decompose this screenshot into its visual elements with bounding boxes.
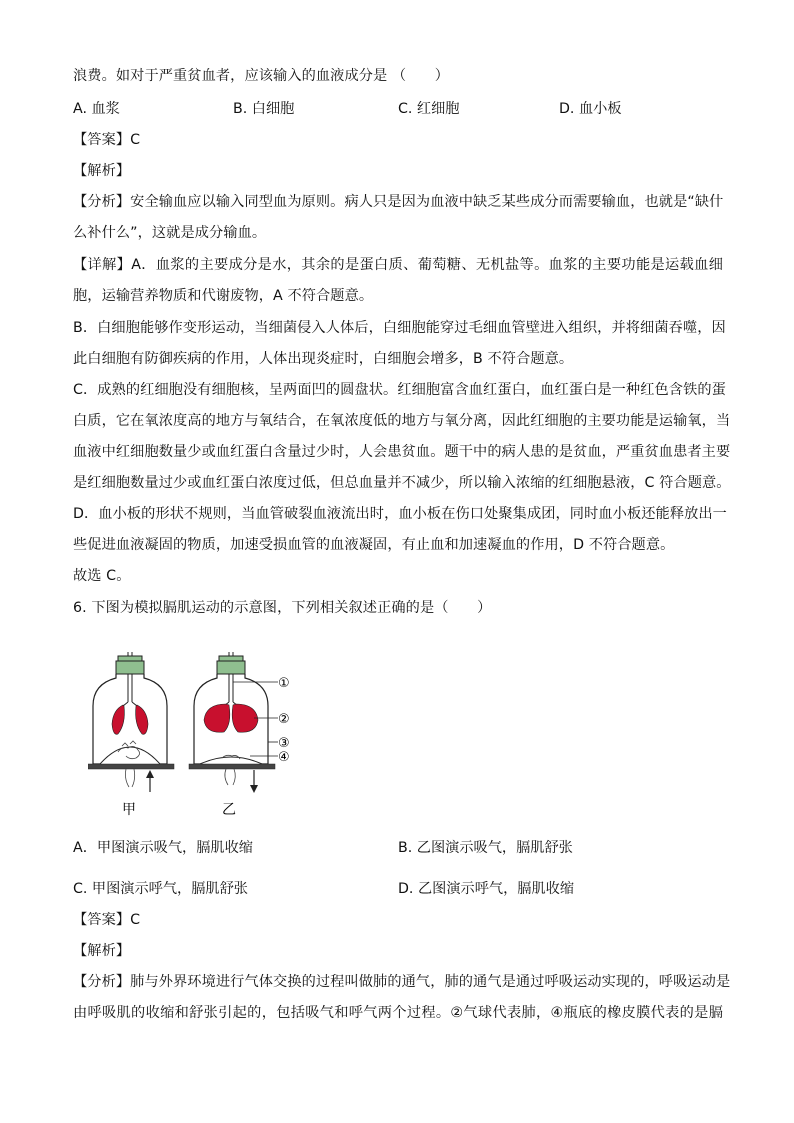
membrane-yi	[200, 757, 262, 764]
q5-analysis-line: 【详解】A．血浆的主要成分是水，其余的是蛋白质、葡萄糖、无机盐等。血浆的主要功能是运载血细	[73, 257, 723, 273]
lung-left	[112, 705, 124, 734]
label-2: ②	[278, 712, 290, 727]
lung-right	[136, 705, 148, 734]
q5-analysis-line: 胞，运输营养物质和代谢废物，A 不符合题意。	[73, 288, 374, 304]
diaphragm-model-figure	[88, 644, 318, 824]
q6-option-d[interactable]: D. 乙图演示呼气，膈肌收缩	[398, 881, 575, 897]
label-4: ④	[278, 750, 290, 765]
q5-analysis-line: C．成熟的红细胞没有细胞核，呈两面凹的圆盘状。红细胞富含血红蛋白，血红蛋白是一种红色含铁的蛋	[73, 382, 726, 398]
caption-yi: 乙	[222, 802, 236, 818]
q6-analysis-line: 由呼吸肌的收缩和舒张引起的，包括吸气和呼气两个过程。②气球代表肺，④瓶底的橡皮膜代表的是膈	[73, 1005, 723, 1021]
membrane-jia	[100, 747, 160, 764]
label-1: ①	[278, 676, 290, 691]
q6-option-c[interactable]: C. 甲图演示呼气，膈肌舒张	[73, 881, 248, 897]
q5-conclusion: 故选 C。	[73, 568, 131, 584]
q5-answer: 【答案】C	[73, 132, 141, 148]
q5-option-b[interactable]: B. 白细胞	[233, 101, 295, 117]
q5-option-d[interactable]: D. 血小板	[559, 101, 622, 117]
lung-left	[204, 704, 230, 732]
q5-analysis-line: B．白细胞能够作变形运动，当细菌侵入人体后，白细胞能穿过毛细血管壁进入组织，并将细菌吞噬，因	[73, 320, 726, 336]
q5-analysis-line: 白质，它在氧浓度高的地方与氧结合，在氧浓度低的地方与氧分离，因此红细胞的主要功能是运输氧，当	[73, 413, 731, 429]
q6-option-a[interactable]: A．甲图演示吸气，膈肌收缩	[73, 840, 253, 856]
q5-option-a[interactable]: A. 血浆	[73, 101, 120, 117]
q6-stem: 6. 下图为模拟膈肌运动的示意图，下列相关叙述正确的是（ ）	[73, 600, 492, 616]
q5-analysis-line: 此白细胞有防御疾病的作用，人体出现炎症时，白细胞会增多，B 不符合题意。	[73, 351, 574, 367]
q6-option-b[interactable]: B. 乙图演示吸气，膈肌舒张	[398, 840, 573, 856]
q5-analysis-line: D．血小板的形状不规则，当血管破裂血液流出时，血小板在伤口处聚集成团，同时血小板还能释放出一	[73, 506, 727, 522]
bell-jar-yi	[189, 652, 275, 793]
q5-stem-tail: 浪费。如对于严重贫血者，应该输入的血液成分是 （ ）	[73, 68, 450, 84]
q6-answer: 【答案】C	[73, 912, 141, 928]
q5-analysis-line: 血液中红细胞数量少或血红蛋白含量过少时，人会患贫血。题干中的病人患的是贫血，严重贫血患者主要	[73, 444, 731, 460]
q5-analysis-line: 【分析】安全输血应以输入同型血为原则。病人只是因为血液中缺乏某些成分而需要输血，也就是“缺什	[73, 194, 724, 210]
q5-analysis-line: 是红细胞数量过少或血红蛋白浓度过低，但总血量并不减少，所以输入浓缩的红细胞悬液，C 符合题意。	[73, 475, 731, 491]
q5-analysis-line: 些促进血液凝固的物质，加速受损血管的血液凝固，有止血和加速凝血的作用，D 不符合题意。	[73, 537, 675, 553]
bell-jar-jia	[88, 652, 174, 792]
label-3: ③	[278, 736, 290, 751]
q6-analysis-line: 【分析】肺与外界环境进行气体交换的过程叫做肺的通气，肺的通气是通过呼吸运动实现的，呼吸运动是	[73, 974, 731, 990]
q5-option-c[interactable]: C. 红细胞	[398, 101, 460, 117]
q6-analysis-heading: 【解析】	[73, 943, 131, 959]
caption-jia: 甲	[122, 802, 136, 818]
q5-analysis-line: 么补什么”，这就是成分输血。	[73, 225, 267, 241]
q5-analysis-heading: 【解析】	[73, 163, 131, 179]
